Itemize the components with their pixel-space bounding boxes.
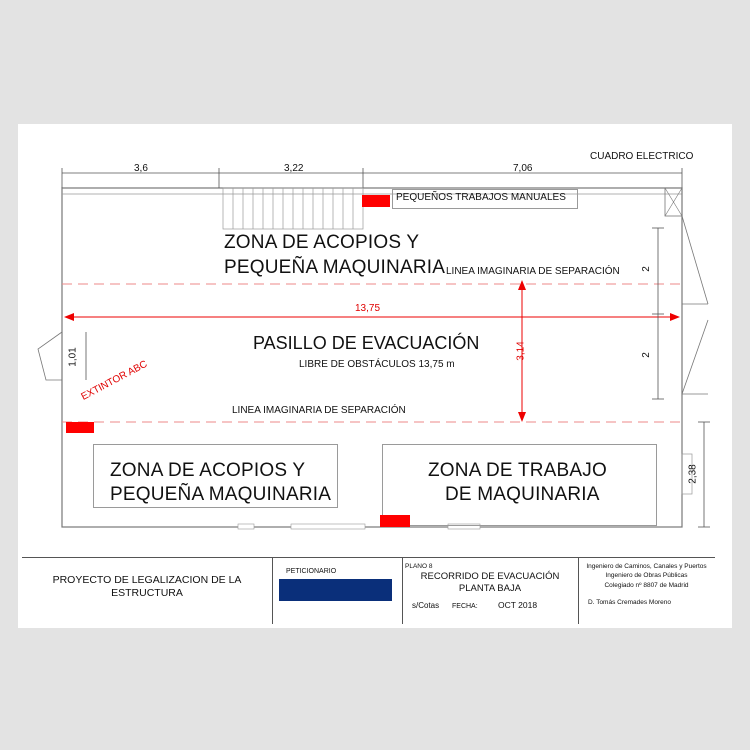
- red-marker-small-works: [362, 195, 390, 207]
- small-works-label: PEQUEÑOS TRABAJOS MANUALES: [396, 192, 566, 203]
- plan-title-line2: PLANTA BAJA: [458, 583, 522, 594]
- plan-scale: s/Cotas: [412, 601, 440, 610]
- red-marker-extinguisher: [66, 422, 94, 433]
- red-marker-work: [380, 515, 410, 527]
- corridor-title: PASILLO DE EVACUACIÓN: [253, 333, 480, 353]
- zone-bl-line1: ZONA DE ACOPIOS Y: [110, 460, 306, 481]
- plan-number: PLANO 8: [405, 563, 433, 570]
- zone-top-line1: ZONA DE ACOPIOS Y: [224, 232, 420, 253]
- length-dimension-value: 13,75: [355, 303, 381, 314]
- petitioner-label: PETICIONARIO: [286, 568, 337, 575]
- petitioner-cell: [272, 558, 403, 624]
- engineer-line2: Ingeniero de Obras Públicas: [605, 572, 688, 579]
- petitioner-redaction: [279, 579, 392, 601]
- dim-right-lower: 2,38: [687, 464, 699, 484]
- separation-label-bottom: LINEA IMAGINARIA DE SEPARACIÓN: [232, 405, 406, 416]
- plan-date-label: FECHA:: [452, 603, 478, 610]
- corridor-subtitle: LIBRE DE OBSTÁCULOS 13,75 m: [299, 359, 455, 370]
- project-cell: [22, 558, 273, 624]
- plan-title-line1: RECORRIDO DE EVACUACIÓN: [420, 571, 560, 582]
- plan-date: OCT 2018: [498, 600, 538, 610]
- right-doors: [682, 216, 708, 394]
- project-line2: ESTRUCTURA: [111, 587, 183, 599]
- zone-top-line2: PEQUEÑA MAQUINARIA: [224, 257, 446, 278]
- zone-bl-line2: PEQUEÑA MAQUINARIA: [110, 484, 332, 505]
- engineer-line3: Colegiado nº 8807 de Madrid: [604, 582, 689, 589]
- plan-cell: [402, 558, 579, 624]
- title-block: [22, 557, 715, 624]
- project-line1: PROYECTO DE LEGALIZACION DE LA: [52, 574, 242, 586]
- drawing-sheet: [18, 124, 732, 628]
- electric-panel-label: CUADRO ELECTRICO: [590, 151, 694, 162]
- dim-right-middle: 2: [640, 352, 652, 358]
- engineer-line1: Ingeniero de Caminos, Canales y Puertos: [586, 563, 707, 570]
- dim-top-3: 7,06: [513, 163, 533, 174]
- engineer-cell: [578, 558, 715, 624]
- dim-top-1: 3,6: [134, 163, 148, 174]
- corridor-width-value: 3,14: [515, 341, 527, 361]
- zone-br-line2: DE MAQUINARIA: [445, 484, 600, 505]
- engineer-name: D. Tomás Cremades Moreno: [588, 599, 671, 606]
- separation-label-top: LINEA IMAGINARIA DE SEPARACIÓN: [446, 266, 620, 277]
- door-left-dimension: 1,01: [67, 347, 79, 367]
- dim-top-2: 3,22: [284, 163, 304, 174]
- left-door: [38, 332, 62, 380]
- dim-right-upper: 2: [640, 266, 652, 272]
- extinguisher-label: EXTINTOR ABC: [79, 358, 150, 403]
- zone-br-line1: ZONA DE TRABAJO: [428, 460, 607, 481]
